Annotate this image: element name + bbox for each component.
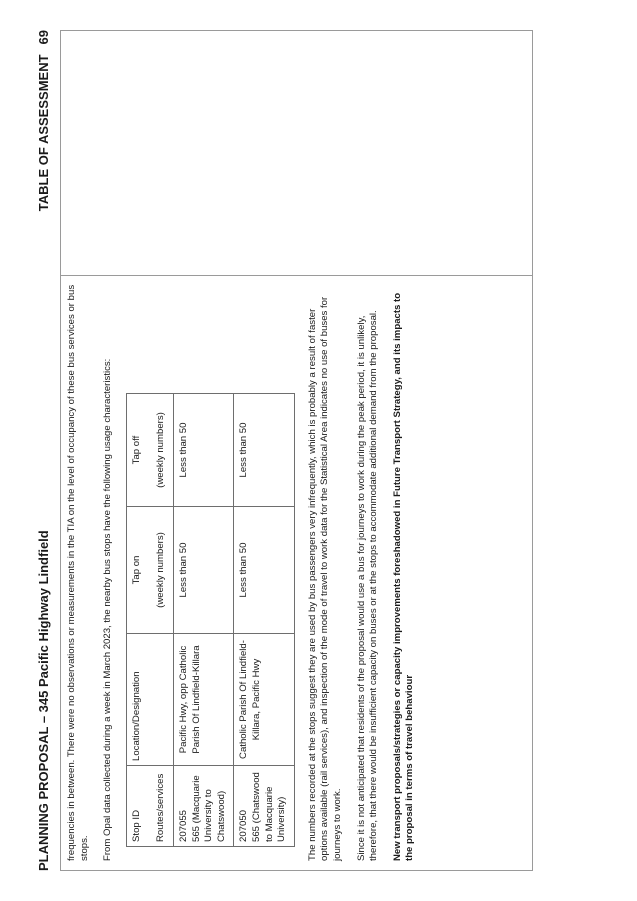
stop-cell [173, 766, 233, 847]
header-stop-cell [126, 766, 173, 847]
header-tap-on: Tap on [130, 555, 142, 585]
header-tap-on-sub: (weekly numbers) [155, 532, 167, 608]
paragraph-opal-data: From Opal data collected during a week in March 2023, the nearby bus stops have the following usage characteristics: [102, 358, 114, 861]
header-tap-off-sub: (weekly numbers) [155, 412, 167, 488]
table-header-row [126, 394, 173, 847]
document-title: PLANNING PROPOSAL – 345 Pacific Highway Lindfield [36, 530, 51, 871]
section-heading: New transport proposals/strategies or capacity improvements foreshadowed in Future Transport Strategy, and its impacts to the proposal in terms of travel behaviour [391, 292, 416, 861]
tap-off-value: Less than 50 [234, 394, 294, 507]
section-header [36, 30, 51, 211]
paragraph-usage-analysis: The numbers recorded at the stops suggest they are used by bus passengers very infrequently, which is probably a result of faster options available (rail services), and inspection of the mode of travel to work data for the Statistical Area indicates no use of buses for journeys to work. [306, 296, 343, 861]
paragraph-capacity: Since it is not anticipated that residents of the proposal would use a bus for journeys to work during the peak period, it is unlikely, therefore, that there would be insufficient capacity on buses or at the stops to accommodate additional demand from the proposal. [355, 310, 380, 861]
header-tap-on-cell [126, 507, 173, 634]
header-location: Location/Designation [130, 671, 142, 761]
table-row [234, 394, 294, 847]
section-title: TABLE OF ASSESSMENT [36, 54, 51, 212]
header-tap-off-cell [126, 394, 173, 507]
header-tap-off: Tap off [130, 435, 142, 465]
tap-on-value: Less than 50 [234, 507, 294, 634]
header-routes: Routes/services [155, 773, 167, 842]
route: 565 (Macquarie University to Chatswood) [190, 775, 227, 842]
route: 565 (Chatswood to Macquarie University) [250, 772, 288, 842]
location: Pacific Hwy, opp Catholic Parish Of Lindfield-Killara [173, 634, 233, 766]
bus-stop-usage-table [126, 393, 295, 847]
stop-id: 207050 [238, 809, 250, 842]
page-number: 69 [36, 30, 51, 45]
assessment-content [66, 276, 428, 861]
paragraph-occupancy: frequencies in between. There were no observations or measurements in the TIA on the level of occupancy of these bus services or bus stops. [66, 284, 90, 861]
header-location-cell [126, 634, 173, 766]
stop-cell [234, 766, 294, 847]
stop-id: 207055 [177, 809, 189, 842]
tap-off-value: Less than 50 [173, 394, 233, 507]
location: Catholic Parish Of Lindfield-Killara, Pacific Hwy [234, 634, 294, 766]
table-row [173, 394, 233, 847]
tap-on-value: Less than 50 [173, 507, 233, 634]
header-stop-id: Stop ID [130, 810, 142, 842]
